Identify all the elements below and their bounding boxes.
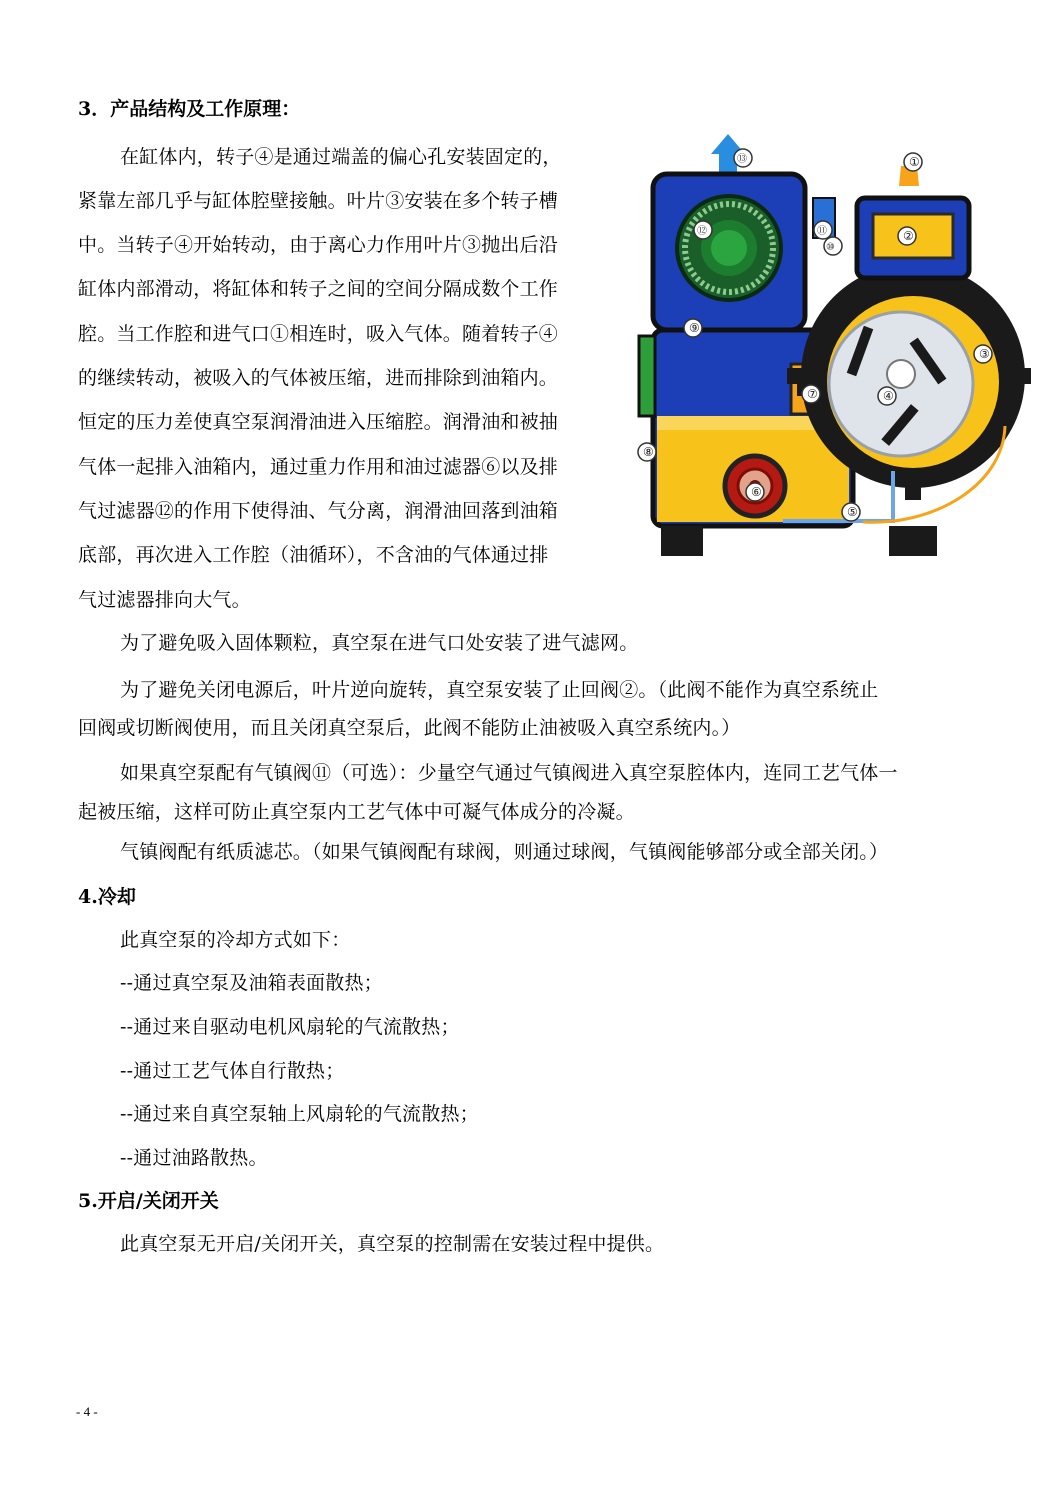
callout-9: ⑨ [689, 321, 700, 335]
vacuum-pump-diagram [633, 126, 1033, 566]
callout-8: ⑧ [643, 445, 654, 459]
body-line: 气过滤器⑫的作用下使得油、气分离，润滑油回落到油箱 [78, 500, 559, 522]
section-4-heading: 4.冷却 [78, 886, 136, 908]
body-line: 底部，再次进入工作腔（油循环），不含油的气体通过排 [78, 544, 549, 566]
section-3-heading: 3．产品结构及工作原理： [78, 98, 301, 120]
paragraph-gas-ballast-line1: 如果真空泵配有气镇阀⑪（可选）：少量空气通过气镇阀进入真空泵腔体内，连同工艺气体一 [120, 762, 898, 784]
callout-2: ② [903, 229, 914, 243]
paragraph-gas-ballast-line2: 起被压缩，这样可防止真空泵内工艺气体中可凝气体成分的冷凝。 [78, 801, 635, 823]
section-5-heading: 5.开启/关闭开关 [78, 1190, 219, 1212]
callout-7: ⑦ [807, 387, 818, 401]
callout-11: ⑪ [817, 226, 827, 237]
page-number: - 4 - [76, 1404, 98, 1419]
paragraph-check-valve-line2: 回阀或切断阀使用，而且关闭真空泵后，此阀不能防止油被吸入真空系统内。） [78, 717, 741, 739]
callout-10: ⑩ [826, 242, 835, 253]
paragraph-filter: 气镇阀配有纸质滤芯。（如果气镇阀配有球阀，则通过球阀，气镇阀能够部分或全部关闭。） [120, 841, 889, 863]
body-line: 腔。当工作腔和进气口①相连时，吸入气体。随着转子④ [78, 323, 559, 345]
body-line: 中。当转子④开始转动，由于离心力作用叶片③抛出后沿 [78, 234, 559, 256]
paragraph-check-valve-line1: 为了避免关闭电源后，叶片逆向旋转，真空泵安装了止回阀②。（此阀不能作为真空系统止 [120, 679, 879, 701]
cooling-item: --通过真空泵及油箱表面散热； [120, 972, 383, 994]
paragraph-intake-screen: 为了避免吸入固体颗粒，真空泵在进气口处安装了进气滤网。 [120, 632, 639, 654]
body-line: 恒定的压力差使真空泵润滑油进入压缩腔。润滑油和被抽 [78, 411, 559, 433]
switch-text: 此真空泵无开启/关闭开关，真空泵的控制需在安装过程中提供。 [120, 1233, 665, 1255]
callout-13: ⑬ [737, 154, 747, 165]
callout-1: ① [909, 155, 920, 169]
body-line: 气体一起排入油箱内，通过重力作用和油过滤器⑥以及排 [78, 456, 559, 478]
body-line: 在缸体内，转子④是通过端盖的偏心孔安装固定的， [120, 146, 562, 168]
cooling-item: --通过油路散热。 [120, 1147, 268, 1169]
cooling-item: --通过工艺气体自行散热； [120, 1060, 345, 1082]
cooling-item: --通过来自真空泵轴上风扇轮的气流散热； [120, 1103, 479, 1125]
callout-5: ⑤ [847, 505, 858, 519]
callout-6: ⑥ [751, 485, 762, 499]
body-line: 气过滤器排向大气。 [78, 589, 251, 611]
callout-12: ⑫ [697, 226, 707, 237]
body-line: 缸体内部滑动，将缸体和转子之间的空间分隔成数个工作 [78, 278, 559, 300]
callout-4: ④ [883, 389, 894, 403]
body-line: 紧靠左部几乎与缸体腔壁接触。叶片③安装在多个转子槽 [78, 190, 559, 212]
cooling-item: --通过来自驱动电机风扇轮的气流散热； [120, 1016, 460, 1038]
body-line: 的继续转动，被吸入的气体被压缩，进而排除到油箱内。 [78, 367, 559, 389]
callout-3: ③ [979, 347, 990, 361]
cooling-intro: 此真空泵的冷却方式如下： [120, 929, 351, 951]
